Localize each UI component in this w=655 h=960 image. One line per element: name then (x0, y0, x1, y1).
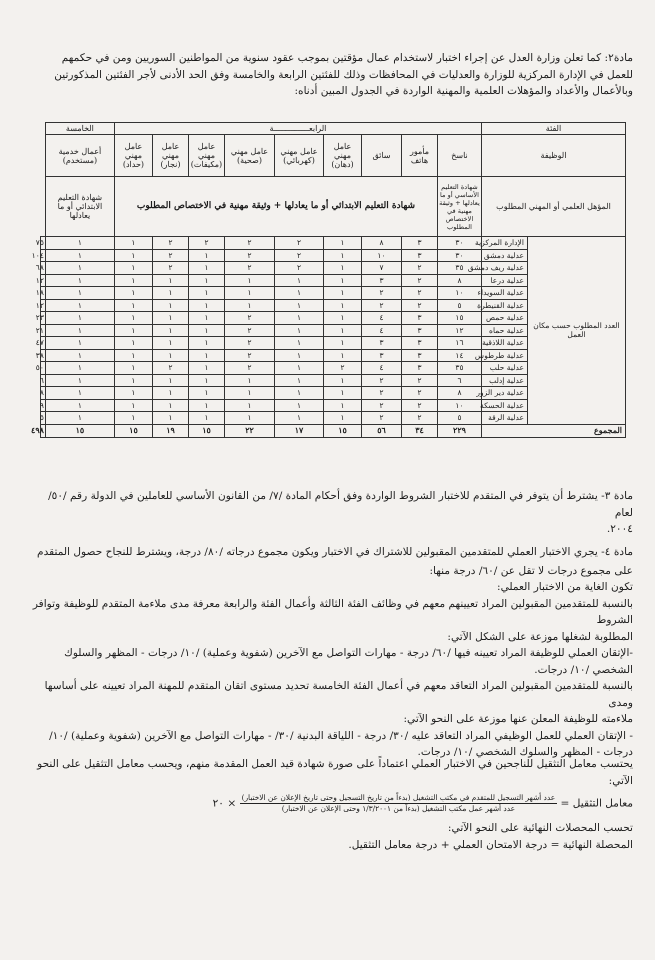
table-cell: ١ (188, 374, 224, 387)
table-cell: ١ (45, 349, 114, 362)
table-cell: ١ (152, 349, 188, 362)
table-cell: ١ (152, 387, 188, 400)
table-cell: ١٠ (437, 399, 481, 412)
fourth-category-header: الرابعـــــــــــــــة (114, 123, 481, 135)
table-cell: ١ (274, 387, 323, 400)
table-cell: ٢ (224, 237, 274, 250)
table-cell: ١ (274, 287, 323, 300)
table-cell: ٢٣ (35, 313, 44, 323)
table-cell: ٥ (437, 412, 481, 425)
table-cell: ٢ (224, 312, 274, 325)
table-cell: ١ (45, 262, 114, 275)
table-cell: ٣ (401, 312, 437, 325)
table-cell: ١ (224, 387, 274, 400)
table-cell: ١ (114, 312, 152, 325)
table-cell: ٨ (437, 387, 481, 400)
table-cell: ١ (152, 412, 188, 425)
table-cell: ٣ (401, 337, 437, 350)
table-cell: ١٠٤ (31, 250, 44, 260)
total-cell: ٢٢٩ (437, 424, 481, 437)
table-cell: ١ (152, 312, 188, 325)
table-cell: ١ (45, 287, 114, 300)
table-cell: ١ (114, 249, 152, 262)
intro-line: للعمل في الإدارة المركزية للوزارة والعدليات في المحافظات وذلك للفئتين الرابعة والخامسة وفق الحد الأدنى لأجر الفئتين المذكورتين (54, 68, 633, 81)
table-cell: ١ (323, 349, 361, 362)
table-cell: ١ (274, 312, 323, 325)
weighting-formula (30, 793, 633, 814)
table-cell: ١ (224, 287, 274, 300)
article-3-line: مادة ٣- يشترط أن يتوفر في المتقدم للاختبار الشروط الواردة وفق أحكام المادة /٧/ من القانون الأساسي للعاملين في الدولة رقم /٥٠/ لعام (48, 490, 633, 519)
job-electrician: عامل مهني (كهربائي) (274, 135, 323, 177)
table-cell: ١ (323, 374, 361, 387)
table-cell: ٢ (361, 374, 401, 387)
table-cell: ٥ (39, 413, 44, 423)
row-location: عدلية الحسكة (481, 399, 527, 412)
total-cell: ١٥ (188, 424, 224, 437)
table-cell: ١ (152, 337, 188, 350)
table-cell: ١ (188, 262, 224, 275)
table-cell: ٣ (401, 249, 437, 262)
job-carpenter: عامل مهني (نجار) (152, 135, 188, 177)
table-cell: ٢ (361, 412, 401, 425)
table-cell: ١٠ (361, 249, 401, 262)
table-cell: ٦٨ (35, 263, 44, 273)
fifth-category-header: الخامسة (45, 123, 114, 135)
final-score-formula: المحصلة النهائية = درجة الامتحان العملي + درجة معامل التثقيل. (348, 838, 633, 851)
job-driver: سائق (361, 135, 401, 177)
table-cell: ١ (188, 412, 224, 425)
row-location: عدلية ريف دمشق (481, 262, 527, 275)
table-cell: ٢ (152, 362, 188, 375)
table-cell: ١ (152, 274, 188, 287)
table-cell: ٢ (361, 287, 401, 300)
final-score-intro: تحسب المحصلات النهائية على النحو الآتي: (447, 822, 633, 834)
article-4-line: على مجموع درجات لا تقل عن /٦٠/ درجة منها: (429, 564, 633, 577)
table-cell: ١ (45, 412, 114, 425)
total-cell: ١٥ (323, 424, 361, 437)
table-header-row (41, 123, 626, 135)
total-cell: ٣٤ (401, 424, 437, 437)
table-cell: ٢ (401, 374, 437, 387)
qualification-nasikh: شهادة التعليم الأساسي أو ما يعادلها + وثيقة مهنية في الاختصاص المطلوب (437, 177, 481, 237)
article-4 (30, 544, 633, 761)
table-cell: ٢ (361, 399, 401, 412)
table-cell: ٣ (401, 349, 437, 362)
table-cell: ١ (114, 274, 152, 287)
count-header: العدد المطلوب حسب مكان العمل (528, 237, 626, 425)
table-cell: ٢ (401, 287, 437, 300)
table-cell: ٢ (401, 399, 437, 412)
job-service: أعمال خدمية (مستخدم) (45, 135, 114, 177)
total-cell: ٥٦ (361, 424, 401, 437)
table-cell: ٤ (361, 324, 401, 337)
table-cell: ١ (188, 337, 224, 350)
table-cell: ١٥ (437, 312, 481, 325)
table-cell: ١ (323, 237, 361, 250)
table-jobs-row (41, 135, 626, 177)
qualification-fourth: شهادة التعليم الابتدائي أو ما يعادلها + وثيقة مهنية في الاختصاص المطلوب (114, 177, 437, 237)
row-location: عدلية دير الزور (481, 387, 527, 400)
row-location: عدلية حماه (481, 324, 527, 337)
table-cell: ١ (274, 412, 323, 425)
table-qualification-row (41, 177, 626, 237)
table-cell: ٥ (437, 299, 481, 312)
row-location: عدلية اللاذقية (481, 337, 527, 350)
job-header: الوظيفة (481, 135, 625, 177)
row-location: عدلية طرطوس (481, 349, 527, 362)
table-cell: ٢ (224, 337, 274, 350)
article-4-line: تكون الغاية من الاختبار العملي: (497, 581, 633, 593)
table-cell: ١ (114, 362, 152, 375)
row-location: عدلية حمص (481, 312, 527, 325)
row-location: عدلية حلب (481, 362, 527, 375)
total-cell: ١٥ (45, 424, 114, 437)
table-cell: ١ (188, 249, 224, 262)
table-cell: ١ (45, 374, 114, 387)
table-cell: ١ (114, 237, 152, 250)
table-cell: ١ (45, 274, 114, 287)
job-nasikh: ناسخ (437, 135, 481, 177)
job-phone: مأمور هاتف (401, 135, 437, 177)
table-cell: ٢ (361, 299, 401, 312)
table-cell: ١ (188, 349, 224, 362)
table-cell: ٢ (401, 274, 437, 287)
total-cell: ١٥ (114, 424, 152, 437)
table-cell: ١ (188, 399, 224, 412)
table-cell: ٧٥ (35, 238, 44, 248)
table-cell: ١٤ (437, 349, 481, 362)
table-cell: ١٨ (35, 288, 44, 298)
table-cell: ٢ (224, 249, 274, 262)
table-cell: ٥٠ (35, 363, 44, 373)
table-cell: ٢ (401, 412, 437, 425)
table-cell: ١ (274, 337, 323, 350)
table-cell: ٩ (39, 400, 44, 410)
table-cell: ١ (323, 262, 361, 275)
table-cell: ٧ (361, 262, 401, 275)
row-location: عدلية الرقة (481, 412, 527, 425)
table-cell: ١٢ (35, 275, 44, 285)
table-cell: ٨ (437, 274, 481, 287)
table-cell: ١ (152, 374, 188, 387)
table-cell: ٣٥ (437, 362, 481, 375)
table-cell: ١ (188, 362, 224, 375)
table-cell: ١ (188, 387, 224, 400)
table-cell: ١ (323, 337, 361, 350)
table-cell: ١ (224, 274, 274, 287)
table-cell: ٣٠ (437, 237, 481, 250)
table-cell: ٢ (152, 249, 188, 262)
table-cell: ٨ (361, 237, 401, 250)
table-cell: ١ (274, 299, 323, 312)
qualification-fifth: شهادة التعليم الابتدائي أو ما يعادلها (45, 177, 114, 237)
table-cell: ٢ (224, 349, 274, 362)
table-cell: ٣ (401, 237, 437, 250)
table-cell: ١ (45, 249, 114, 262)
table-cell: ١ (323, 312, 361, 325)
table-cell: ٢١ (35, 325, 44, 335)
table-cell: ٢ (274, 237, 323, 250)
table-cell: ١ (224, 374, 274, 387)
table-body (31, 237, 626, 438)
table-cell: ٢ (323, 362, 361, 375)
table-cell: ٣٠ (437, 249, 481, 262)
table-cell: ١ (323, 324, 361, 337)
table-cell: ١ (152, 299, 188, 312)
total-cell: ١٩ (152, 424, 188, 437)
table-cell: ١ (45, 312, 114, 325)
table-cell: ١ (224, 412, 274, 425)
table-cell: ٣ (401, 324, 437, 337)
weighting-label: معامل التثقيل = (560, 797, 633, 810)
table-cell: ٢ (361, 387, 401, 400)
category-header: الفئة (481, 123, 625, 135)
weighting-factor: × ٢٠ (212, 797, 237, 810)
table-cell: ٢ (401, 387, 437, 400)
fraction-numerator: عدد أشهر التسجيل للمتقدم في مكتب التشغيل (بدءاً من تاريخ التسجيل وحتى تاريخ الإعلان عن الاختبار) (241, 793, 556, 802)
table-cell: ٢ (274, 249, 323, 262)
job-plumber: عامل مهني (صحية) (224, 135, 274, 177)
article-4-line: الشخصي /١٠/ درجات. (534, 663, 633, 676)
table-cell: ١ (274, 274, 323, 287)
table-cell: ٣٥ (437, 262, 481, 275)
total-label: المجموع (481, 424, 625, 437)
table-cell: ٦ (437, 374, 481, 387)
article-4-line: - الإتقان العملي للعمل الوظيفي المراد التعاقد عليه /٣٠/ درجة - اللياقة البدنية /٣٠/ - مهارات التواصل مع الآخرين (شفوية وعملية) /١٠/ (49, 729, 633, 742)
total-cell: ١٧ (274, 424, 323, 437)
table-cell: ١ (188, 312, 224, 325)
table-cell: ١ (114, 262, 152, 275)
table-cell: ١ (188, 274, 224, 287)
table-cell: ٢ (152, 262, 188, 275)
table-cell: ١ (188, 287, 224, 300)
article-3-line: ٢٠٠٤. (606, 523, 633, 535)
table-cell: ٤ (361, 312, 401, 325)
table-cell: ٣ (361, 349, 401, 362)
table-cell: ١ (114, 374, 152, 387)
intro-paragraph (30, 50, 633, 100)
table-cell: ٤٧ (35, 338, 44, 348)
table-cell: ١٠ (437, 287, 481, 300)
table-cell: ١ (323, 274, 361, 287)
job-painter: عامل مهني (دهان) (323, 135, 361, 177)
intro-line: وبالأعمال والأعداد والمؤهلات العلمية والمهنية الواردة في الجدول المبين أدناه: (294, 85, 633, 97)
article-4-line: -الإتقان العملي للوظيفة المراد تعيينه فيها /٦٠/ درجة - مهارات التواصل مع الآخرين (شفوية وعملية) /١٠/ درجات - المظهر والسلوك (64, 647, 633, 659)
table-cell: ١ (274, 324, 323, 337)
table-cell: ١ (323, 399, 361, 412)
table-cell: ١ (224, 299, 274, 312)
table-cell: ١ (224, 399, 274, 412)
table-cell: ١ (45, 362, 114, 375)
table-cell: ١ (45, 337, 114, 350)
table-cell: ١ (114, 412, 152, 425)
table-cell: ١ (114, 324, 152, 337)
job-blacksmith: عامل مهني (حداد) (114, 135, 152, 177)
table-cell: ١ (274, 362, 323, 375)
table-cell: ١ (114, 287, 152, 300)
table-cell: ١ (274, 399, 323, 412)
table-cell: ١ (45, 237, 114, 250)
table-cell: ١ (152, 287, 188, 300)
row-location: عدلية السويداء (481, 287, 527, 300)
table-cell: ١ (323, 387, 361, 400)
table-cell: ١ (188, 324, 224, 337)
table-cell: ١ (188, 299, 224, 312)
article-4-line: ملاءمته للوظيفة المعلن عنها موزعة على النحو الآتي: (403, 713, 633, 725)
article-4-line: مادة ٤- يجري الاختبار العملي للمتقدمين المقبولين للاشتراك في الاختبار ويكون مجموع درجاته /٨٠/ درجة، ويشترط للنجاح حصول المتقدم (37, 546, 633, 558)
row-location: عدلية القنيطرة (481, 299, 527, 312)
article-4-line: بالنسبة للمتقدمين المقبولين المراد التعاقد معهم في أعمال الفئة الخامسة تحديد مستوى اتقان المتقدم للمهنة المراد تعيينه على أساسها ومدى (44, 680, 633, 709)
weighting-section (30, 756, 633, 853)
table-cell: ٣ (361, 274, 401, 287)
table-cell: ٦ (39, 375, 44, 385)
table-cell: ١ (152, 324, 188, 337)
table-cell: ٢ (224, 324, 274, 337)
total-cell: ٤٩٨ (31, 425, 44, 435)
table-total-row (41, 424, 626, 437)
table-cell: ٢ (224, 262, 274, 275)
table-cell: ١ (45, 387, 114, 400)
table-cell: ١ (114, 399, 152, 412)
table-cell: ١ (45, 324, 114, 337)
table-cell: ٣٨ (35, 350, 44, 360)
article-4-line: بالنسبة للمتقدمين المقبولين المراد تعيينهم معهم في وظائف الفئة الثالثة وأعمال الفئة والرابعة معرفة مدى ملاءمة المتقدم للوظيفة وتوافر الشروط (32, 597, 633, 626)
fraction-denominator: عدد أشهر عمل مكتب التشغيل (بدءاً من ١/٣/٢٠٠١ وحتى الإعلان عن الاختبار) (281, 804, 516, 813)
qualification-header: المؤهل العلمي أو المهني المطلوب (481, 177, 625, 237)
table-cell: ١ (323, 299, 361, 312)
table-cell: ١ (274, 349, 323, 362)
table-cell: ١ (114, 337, 152, 350)
table-cell: ١ (323, 287, 361, 300)
table-cell: ١ (152, 399, 188, 412)
table-cell: ٤ (361, 362, 401, 375)
jobs-table (31, 122, 626, 438)
intro-line: مادة٢: كما تعلن وزارة العدل عن إجراء اختبار لاستخدام عمال مؤقتين بموجب عقود سنوية من المواطنين السوريين ومن في حكمهم (61, 52, 633, 64)
table-cell: ٢ (401, 299, 437, 312)
table-cell: ٢ (152, 237, 188, 250)
table-cell: ١ (114, 299, 152, 312)
row-location: الإدارة المركزية (481, 237, 527, 250)
article-4-line: درجات - المظهر والسلوك الشخصي /١٠/ درجات. (417, 746, 633, 758)
table-cell: ٨ (39, 388, 44, 398)
table-cell: ١ (114, 349, 152, 362)
table-cell: ٢ (274, 262, 323, 275)
total-cell: ٢٢ (224, 424, 274, 437)
table-cell: ١ (45, 399, 114, 412)
table-cell: ١٢ (437, 324, 481, 337)
table-cell: ١ (114, 387, 152, 400)
table-cell: ١٢ (35, 300, 44, 310)
weighting-fraction (240, 793, 558, 814)
table-cell: ٢ (188, 237, 224, 250)
table-cell: ٢ (224, 362, 274, 375)
table-cell: ٣ (401, 362, 437, 375)
table-row (41, 237, 626, 250)
row-location: عدلية درعا (481, 274, 527, 287)
table-cell: ٣ (361, 337, 401, 350)
table-cell: ٢ (401, 262, 437, 275)
table-cell: ١ (274, 374, 323, 387)
table-cell: ١ (45, 299, 114, 312)
weighting-intro: يحتسب معامل التثقيل للناجحين في الاختبار العملي اعتماداً على صورة شهادة قيد العمل المقدمة منهم، ويحسب معامل التثقيل على النحو الآتي: (37, 758, 633, 787)
article-3 (30, 488, 633, 538)
table-cell: ١ (323, 412, 361, 425)
row-location: عدلية إدلب (481, 374, 527, 387)
row-location: عدلية دمشق (481, 249, 527, 262)
table-cell: ١٦ (437, 337, 481, 350)
job-ac: عامل مهني (مكيفات) (188, 135, 224, 177)
table-cell: ١ (323, 249, 361, 262)
article-4-line: المطلوبة لشغلها موزعة على الشكل الآتي: (447, 630, 633, 643)
